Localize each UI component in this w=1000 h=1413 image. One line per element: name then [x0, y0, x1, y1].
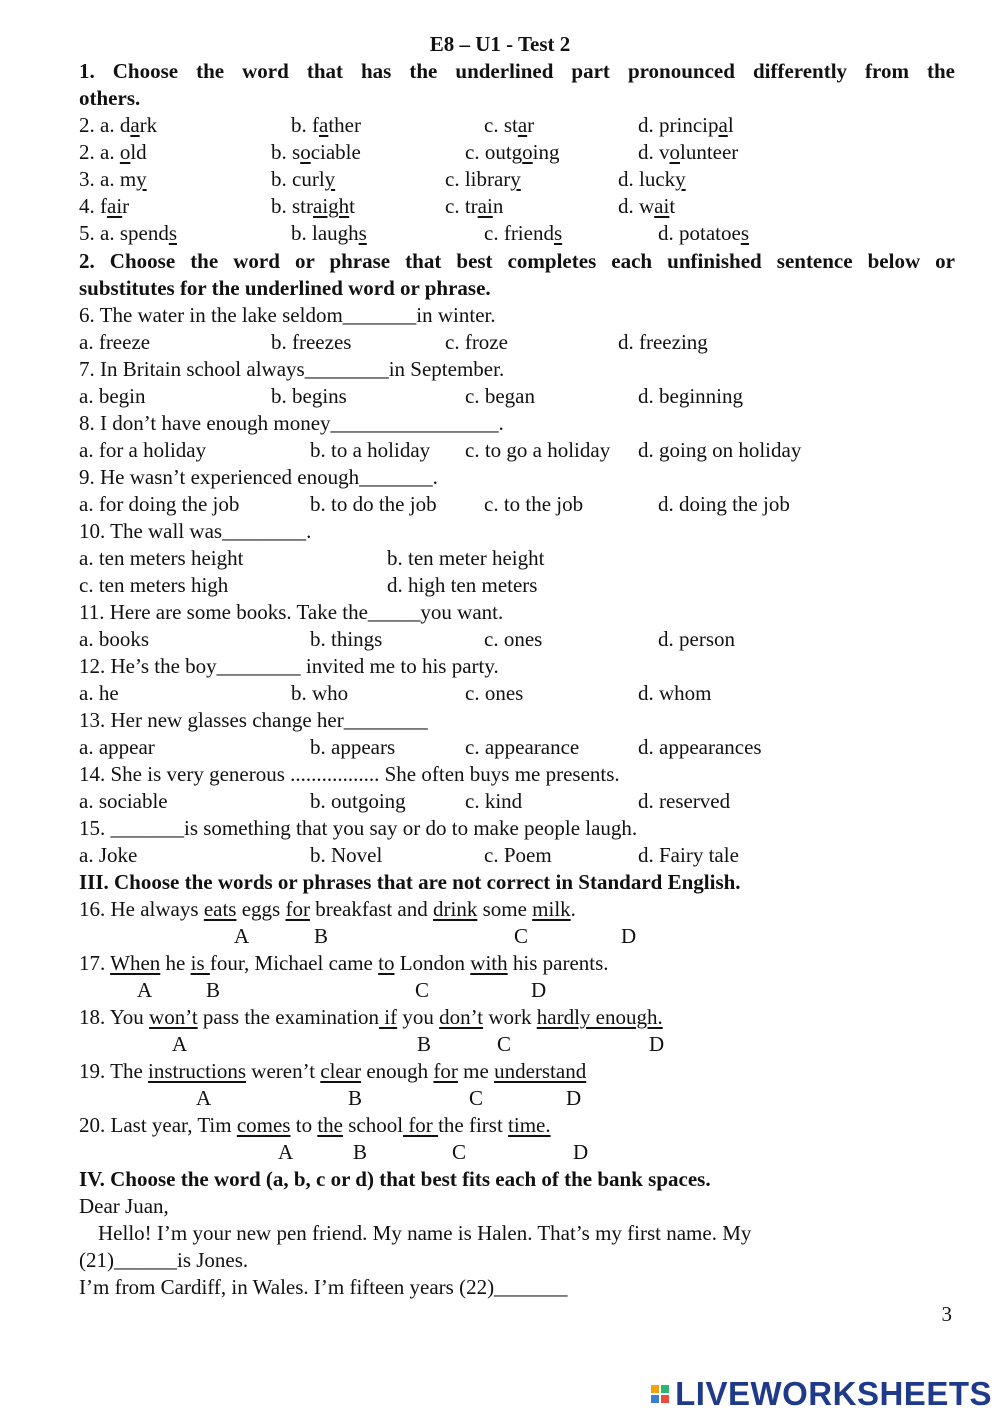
page-number: 3 — [941, 1302, 952, 1326]
section1-heading-line2: others. — [79, 86, 141, 110]
q6: 6. The water in the lake seldom_______in winter. — [79, 303, 496, 327]
q7: 7. In Britain school always________in September. — [79, 357, 505, 381]
q8: 8. I don’t have enough money________________. — [79, 411, 504, 435]
liveworksheets-logo — [651, 1375, 992, 1412]
letter-salutation: Dear Juan, — [79, 1194, 169, 1218]
logo-square — [661, 1385, 669, 1393]
logo-square — [651, 1385, 659, 1393]
q20: 20. Last year, Tim comes to the school for the first time. — [79, 1113, 551, 1137]
letter-line2: (21)______is Jones. — [79, 1248, 249, 1272]
q11: 11. Here are some books. Take the_____you want. — [79, 600, 504, 624]
q13: 13. Her new glasses change her________ — [79, 708, 428, 732]
q14: 14. She is very generous ................. She often buys me presents. — [79, 762, 620, 786]
liveworksheets-logo-icon — [651, 1385, 669, 1403]
logo-square — [661, 1395, 669, 1403]
letter-line3: I’m from Cardiff, in Wales. I’m fifteen years (22)_______ — [79, 1275, 568, 1299]
section1-heading-line1: 1. Choose the word that has the underlined part pronounced differently from the — [79, 59, 955, 83]
letter-line1: Hello! I’m your new pen friend. My name is Halen. That’s my first name. My — [98, 1221, 752, 1245]
logo-square — [651, 1395, 659, 1403]
q17: 17. When he is four, Michael came to London with his parents. — [79, 951, 609, 975]
section3-heading: III. Choose the words or phrases that are not correct in Standard English. — [79, 870, 741, 894]
q18: 18. You won’t pass the examination if you don’t work hardly enough. — [79, 1005, 663, 1029]
section4-heading: IV. Choose the word (a, b, c or d) that best fits each of the bank spaces. — [79, 1167, 711, 1191]
page-title: E8 – U1 - Test 2 — [429, 32, 571, 56]
section2-heading-line2: substitutes for the underlined word or phrase. — [79, 276, 491, 300]
q19: 19. The instructions weren’t clear enough for me understand — [79, 1059, 587, 1083]
q10: 10. The wall was________. — [79, 519, 312, 543]
liveworksheets-brand: LIVEWORKSHEETS — [675, 1375, 992, 1412]
q15: 15. _______is something that you say or do to make people laugh. — [79, 816, 638, 840]
q16: 16. He always eats eggs for breakfast and drink some milk. — [79, 897, 576, 921]
section2-heading-line1: 2. Choose the word or phrase that best completes each unfinished sentence below or — [79, 249, 955, 273]
q9: 9. He wasn’t experienced enough_______. — [79, 465, 438, 489]
q12: 12. He’s the boy________ invited me to his party. — [79, 654, 499, 678]
